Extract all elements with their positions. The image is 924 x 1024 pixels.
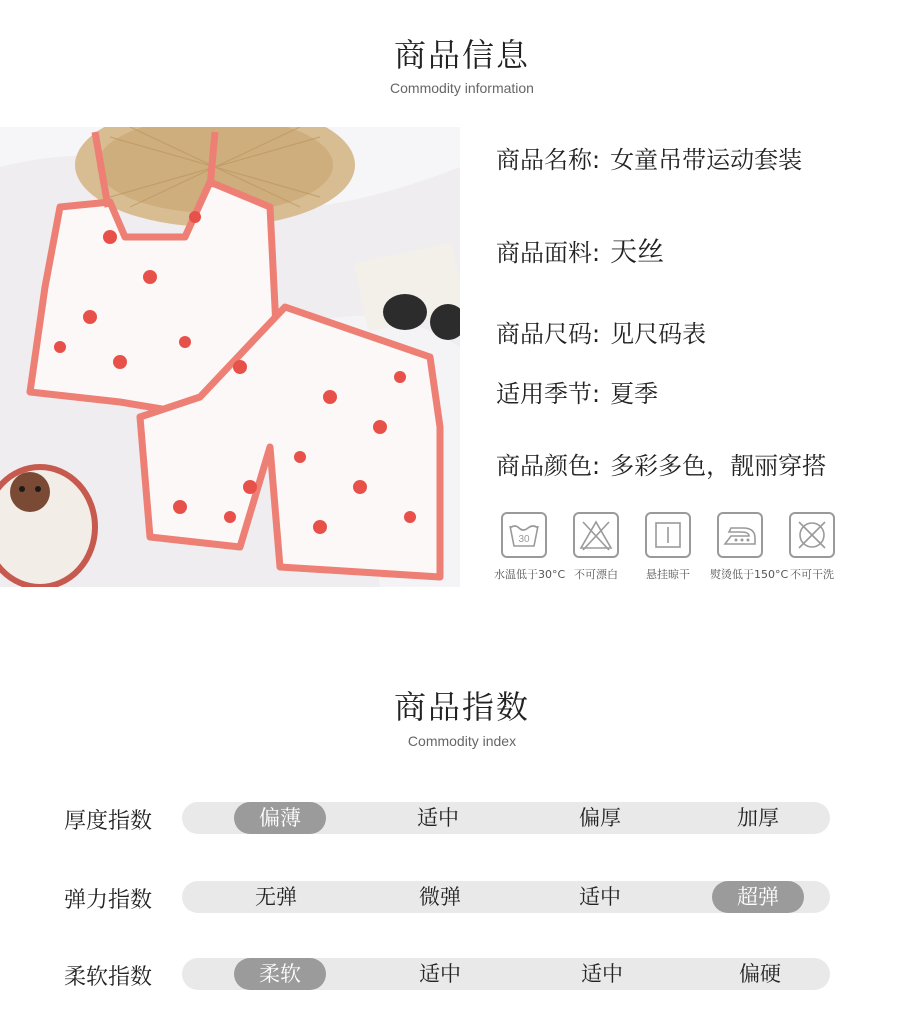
spec-value: 见尺码表 (610, 320, 707, 348)
spec-key: 适用季节 (496, 380, 592, 408)
no-bleach-icon (573, 512, 619, 558)
care-label: 不可干洗 (790, 568, 834, 581)
spec-key: 商品面料 (496, 239, 592, 267)
spec-value: 夏季 (610, 380, 659, 408)
index-option: 偏厚 (579, 806, 621, 830)
spec-value: 多彩多色，靓丽穿搭 (610, 452, 827, 480)
spec-value: 女童吊带运动套装 (610, 146, 803, 174)
spec-separator: : (592, 380, 601, 408)
spec-separator: : (592, 239, 601, 267)
index-option: 适中 (419, 962, 461, 986)
care-label: 悬挂晾干 (646, 568, 690, 581)
spec-key: 商品颜色 (496, 452, 592, 480)
spec-separator: : (592, 452, 601, 480)
product-photo-illustration (0, 127, 460, 587)
index-track-elasticity (182, 881, 830, 913)
spec-row-color (496, 446, 826, 481)
info-title: 商品信息 (393, 36, 530, 74)
spec-separator: : (592, 320, 601, 348)
index-track-softness (182, 958, 830, 990)
iron-150-icon (717, 512, 763, 558)
care-item-bleach (566, 512, 626, 582)
spec-key: 商品名称 (496, 146, 592, 174)
care-item-iron (710, 512, 789, 582)
index-option: 偏薄 (234, 802, 326, 834)
no-dry-clean-icon (789, 512, 835, 558)
index-option: 适中 (581, 962, 623, 986)
wash-30-icon (501, 512, 547, 558)
spec-row-season (496, 374, 658, 409)
product-photo (0, 127, 460, 587)
index-row-label-thickness: 厚度指数 (64, 809, 153, 834)
spec-value: 天丝 (610, 237, 665, 268)
care-label: 水温低于30°C (494, 568, 566, 581)
index-row-label-elasticity: 弹力指数 (64, 888, 153, 913)
care-label: 熨烫低于150°C (710, 568, 789, 581)
care-item-wash (494, 512, 566, 582)
care-label: 不可漂白 (574, 568, 618, 581)
index-option: 无弹 (255, 885, 297, 909)
index-subtitle: Commodity index (407, 733, 517, 749)
spec-row-fabric (496, 230, 664, 269)
spec-separator: : (592, 146, 601, 174)
info-subtitle: Commodity information (390, 80, 534, 96)
index-option: 适中 (417, 806, 459, 830)
spec-key: 商品尺码 (496, 320, 592, 348)
index-option: 微弹 (419, 885, 461, 909)
spec-row-name (496, 140, 802, 175)
index-option: 柔软 (234, 958, 326, 990)
spec-row-size (496, 314, 706, 349)
index-title: 商品指数 (393, 688, 530, 726)
index-option: 加厚 (737, 806, 779, 830)
wash-temp-badge: 30 (518, 534, 530, 545)
index-option: 偏硬 (739, 962, 781, 986)
index-option: 适中 (579, 885, 621, 909)
index-option: 超弹 (712, 881, 804, 913)
index-track-thickness (182, 802, 830, 834)
hang-dry-icon (645, 512, 691, 558)
index-row-label-softness: 柔软指数 (64, 965, 153, 990)
care-item-hang (638, 512, 698, 582)
care-item-dryclean (782, 512, 842, 582)
